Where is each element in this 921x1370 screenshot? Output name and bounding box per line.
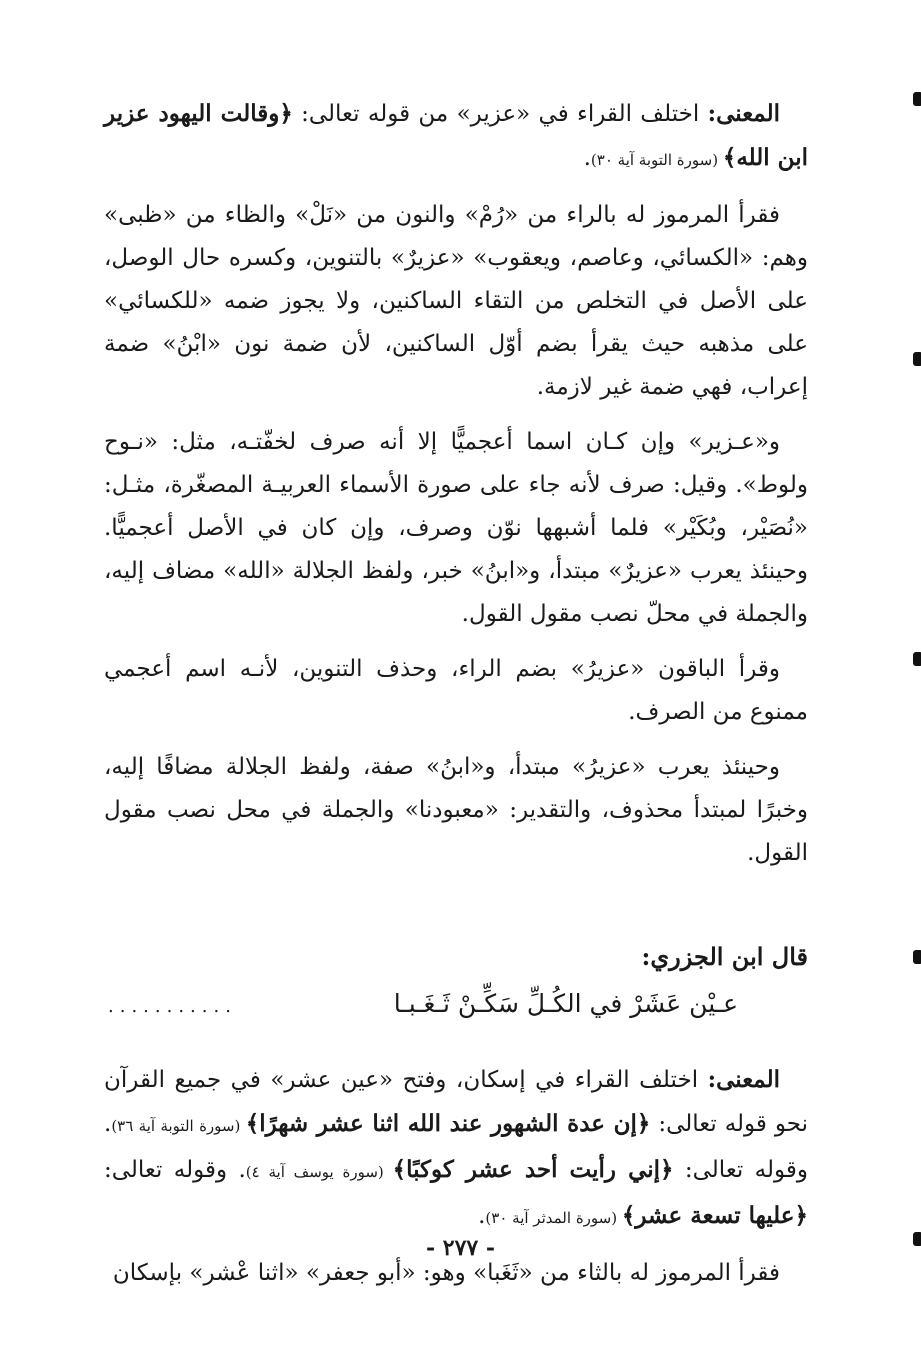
section-heading: قال ابن الجزري: (641, 942, 808, 971)
quran-verse: ﴿وقالت اليهود عزير ابن الله﴾ (104, 100, 808, 171)
scan-edge-mark (913, 950, 921, 964)
paragraph-text: فقرأ المرموز له بالراء من «رُمْ» والنون من «نَلْ» والظاء من «ظبى» وهم: «الكسائي، وعاصم، ويعقوب» «عزيرٌ» بالتنوين، وكسره حال الوصل، على الأصل في التخلص من التقاء الساكنين، ولا يجوز ضمه «للكسائي» على مذهبه حيث يقرأ بضم أوّل الساكنين، لأن ضمة نون «ابْنُ» ضمة إعراب، فهي ضمة غير لازمة. (104, 202, 808, 400)
verse-reference: (سورة التوبة آية ٣٠) (590, 151, 723, 169)
paragraph-3 (104, 421, 808, 636)
scan-edge-mark (913, 352, 921, 366)
meaning-label: المعنى: (707, 100, 780, 127)
punctuation: . (583, 145, 591, 171)
meaning-label: المعنى: (707, 1066, 780, 1093)
paragraph-text: و«عـزير» وإن كـان اسما أعجميًّا إلا أنه صرف لخفّتـه، مثل: «نـوح ولوط». وقيل: صرف لأنه جاء على صورة الأسماء العربيـة المصغّرة، مثـل: «نُصَيْر، وبُكَيْر» فلما أشبهها نوّن وصرف، وإن كان في الأصل أعجميًّا. وحينئذ يعرب «عزيرٌ» مبتدأ، و«ابنُ» خبر، ولفظ الجلالة «الله» مضاف إليه، والجملة في محلّ نصب مقول القول. (104, 429, 808, 627)
verse-reference: (سورة المدثر آية ٣٠) (485, 1209, 622, 1227)
quran-verse: ﴿إني رأيت أحد عشر كوكبًا﴾ (392, 1156, 674, 1183)
paragraph-4 (104, 648, 808, 734)
verse-reference: (سورة يوسف آية ٤) (245, 1163, 393, 1181)
paragraph-5 (104, 746, 808, 875)
poem-verse-dots: ........... (108, 996, 237, 1017)
poem-verse-text: عـيْن عَشَرْ في الكُـلِّ سَكِّـنْ ثَـغَـبـا (393, 989, 738, 1018)
quran-verse: ﴿إن عدة الشهور عند الله اثنا عشر شهرًا﴾ (245, 1110, 651, 1137)
page-body (104, 92, 808, 1307)
paragraph-text: اختلف القراء في «عزير» من قوله تعالى: (292, 101, 708, 127)
paragraph-text: وقرأ الباقون «عزيرُ» بضم الراء، وحذف التنوين، لأنـه اسم أعجمي ممنوع من الصرف. (104, 656, 808, 725)
punctuation: . (478, 1203, 486, 1229)
paragraph-1 (104, 92, 808, 182)
paragraph-2 (104, 194, 808, 409)
paragraph-text: اختلف القراء في إسكان، وفتح «عين عشر» في جميع القرآن نحو قوله تعالى: (104, 1067, 808, 1137)
page-number: - ٢٧٧ - (425, 1235, 496, 1261)
paragraph-text: . وقوله تعالى: (104, 1111, 808, 1183)
verse-reference: (سورة التوبة آية ٣٦) (111, 1117, 246, 1135)
paragraph-6 (104, 1058, 808, 1240)
paragraph-text: وحينئذ يعرب «عزيرُ» مبتدأ، و«ابنُ» صفة، ولفظ الجلالة مضافًا إليه، وخبرًا لمبتدأ محذوف، والتقدير: «معبودنا» والجملة في محل نصب مقول القول. (104, 754, 808, 866)
scan-edge-mark (913, 1232, 921, 1246)
scan-edge-mark (913, 652, 921, 666)
paragraph-text: . وقوله تعالى: (104, 1157, 246, 1183)
scan-edge-mark (913, 92, 921, 106)
poem-verse (104, 982, 808, 1028)
quran-verse: ﴿عليها تسعة عشر﴾ (621, 1202, 808, 1229)
paragraph-text: فقرأ المرموز له بالثاء من «ثَغَبا» وهو: «أبو جعفر» «اثنا عْشر» بإسكان (112, 1260, 780, 1286)
